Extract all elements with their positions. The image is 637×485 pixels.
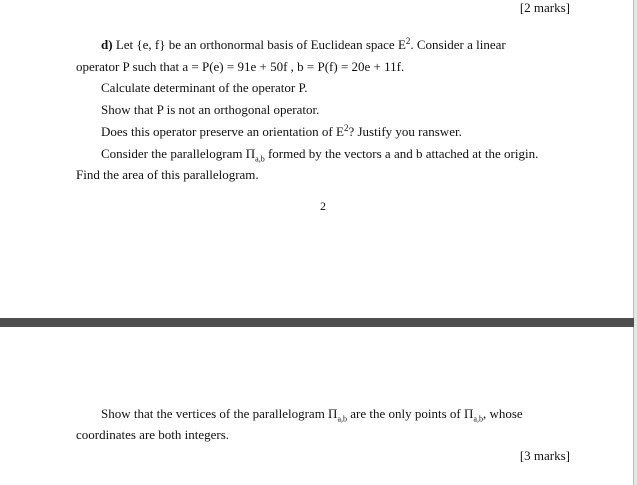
line1-sup: 2: [405, 36, 411, 46]
question-line-4: [101, 102, 319, 118]
line3-text: Calculate determinant of the operator P.: [101, 80, 308, 95]
line5-tail: ? Justify you ranswer.: [348, 124, 462, 139]
marks-label: [2 marks]: [519, 0, 570, 15]
question-line-1: [101, 37, 575, 53]
line7-text: Find the area of this parallelogram.: [76, 167, 259, 182]
line4-text: Show that P is not an orthogonal operator.: [101, 102, 320, 117]
line6-text: Consider the parallelogram Π: [101, 146, 256, 161]
line1-text: Let {e, f} be an orthonormal basis of Euclidean space E: [115, 37, 406, 52]
line5-text: Does this operator preserve an orientation of E: [101, 124, 344, 139]
line5-sup: 2: [343, 123, 349, 133]
question-line-7: [76, 167, 259, 183]
part-label: d): [101, 37, 113, 52]
marks-label-bottom: [3 marks]: [519, 448, 570, 463]
line6-tail: formed by the vectors a and b attached at the origin.: [264, 146, 539, 161]
page-number: 2: [320, 199, 326, 213]
line2-text: operator P such that a = P(e) = 91e + 50f , b = P(f) = 20e + 11f.: [76, 59, 405, 74]
bottom-line2-text: coordinates are both integers.: [76, 427, 230, 442]
question-line-5: [101, 124, 462, 140]
question-line-8: [101, 406, 523, 422]
line1-tail: . Consider a linear: [410, 37, 506, 52]
page-separator: [0, 318, 637, 327]
bottom-line1-text: Show that the vertices of the parallelogram Π: [101, 406, 338, 421]
document-page-bottom: [0, 327, 634, 485]
bottom-line1-mid: are the only points of Π: [347, 406, 474, 421]
line6-sub: a,b: [255, 154, 265, 164]
bottom-line1-sub2: a,b: [473, 414, 483, 424]
question-line-9: [76, 427, 229, 443]
question-line-2: [76, 59, 404, 75]
bottom-line1-sub: a,b: [337, 414, 348, 424]
question-line-6: [101, 146, 538, 162]
bottom-line1-tail: , whose: [482, 406, 523, 421]
question-line-3: [101, 80, 307, 96]
